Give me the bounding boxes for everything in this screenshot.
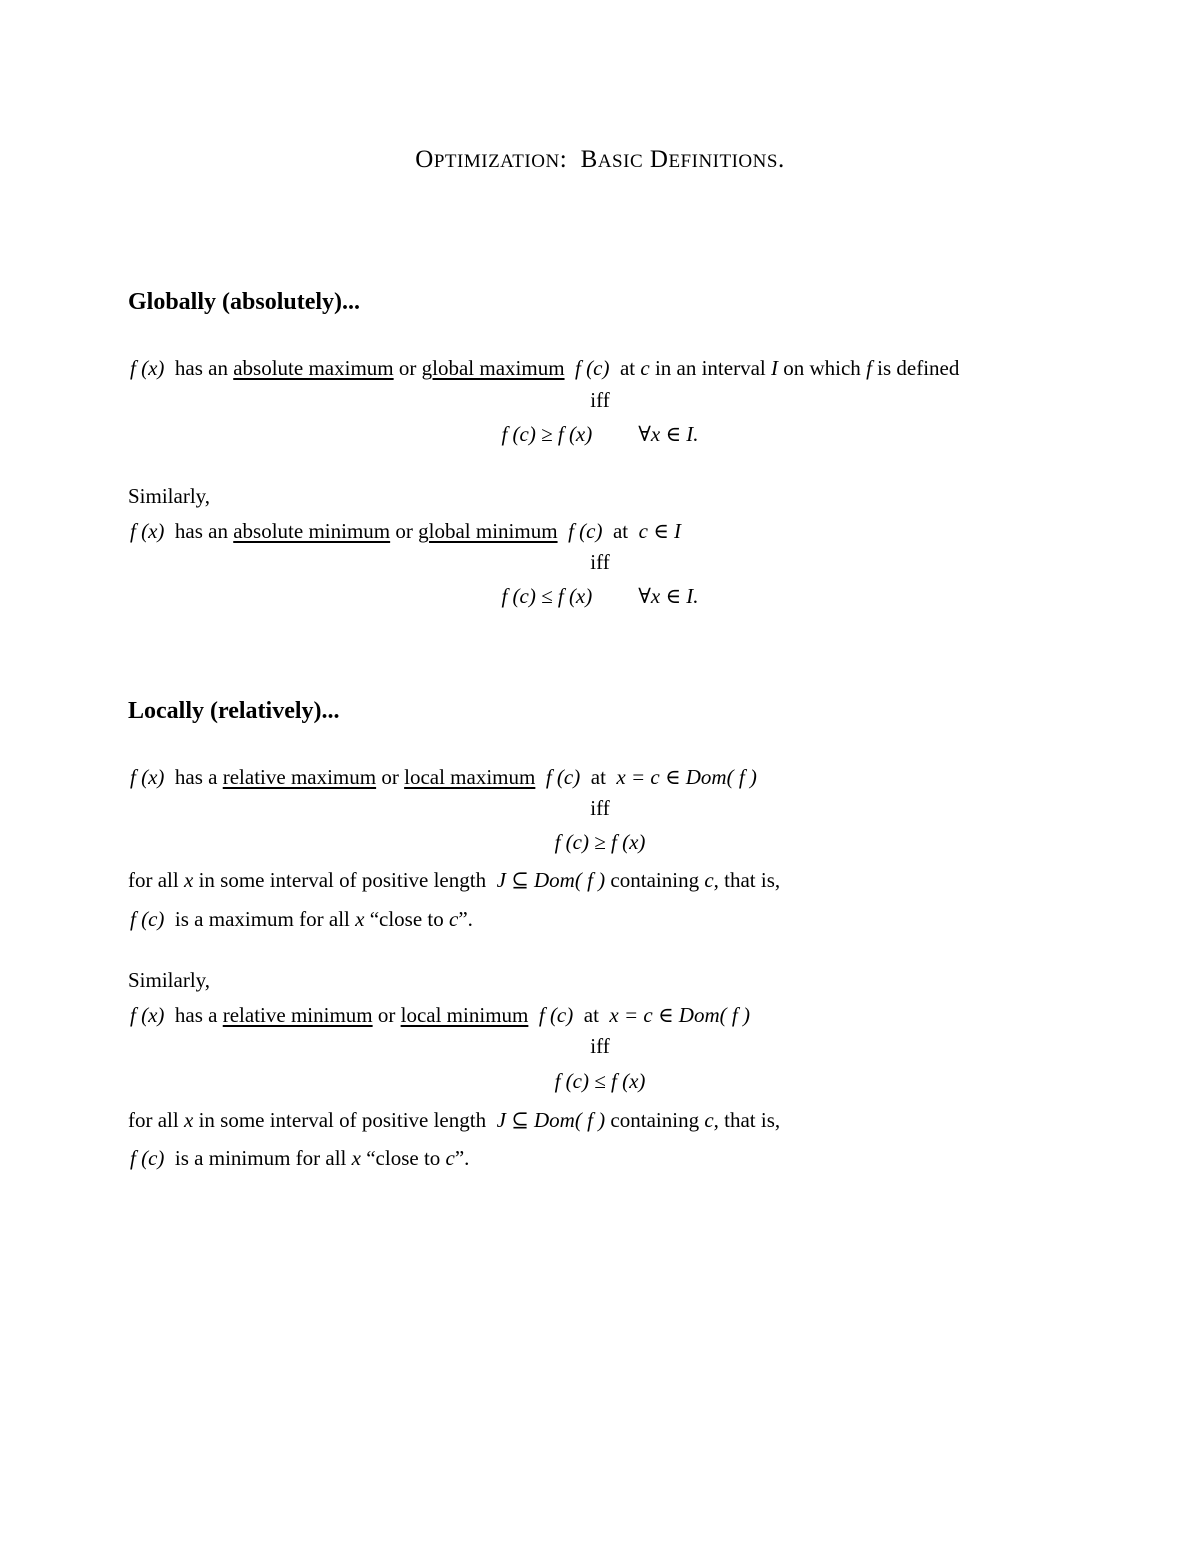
math-inequality: f (c) ≥ f (x) bbox=[501, 422, 593, 446]
text: or bbox=[398, 356, 417, 380]
page-title bbox=[0, 147, 1200, 172]
text: has a bbox=[174, 1003, 218, 1027]
term-absolute-maximum: absolute maximum bbox=[233, 356, 394, 380]
text: or bbox=[395, 519, 413, 543]
math-x: x bbox=[351, 1146, 361, 1170]
text: has an bbox=[174, 519, 228, 543]
text: “close to bbox=[369, 907, 444, 931]
similarly-text: Similarly, bbox=[128, 968, 211, 992]
local-max-condition bbox=[0, 832, 1200, 853]
math-c: c bbox=[449, 907, 459, 931]
term-global-minimum: global minimum bbox=[418, 519, 558, 543]
math-fc: f (c) bbox=[130, 907, 165, 931]
text: is a minimum for all bbox=[174, 1146, 347, 1170]
global-max-definition bbox=[130, 358, 959, 379]
local-min-interval-text bbox=[128, 1110, 780, 1131]
math-quantifier: ∀x ∈ I. bbox=[638, 422, 699, 446]
global-max-condition bbox=[0, 424, 1200, 445]
term-relative-maximum: relative maximum bbox=[222, 765, 377, 789]
math-membership: c ∈ I bbox=[638, 519, 681, 543]
math-fc: f (c) bbox=[545, 765, 581, 789]
title-period: . bbox=[777, 146, 785, 173]
text: has an bbox=[174, 356, 228, 380]
text: is a maximum for all bbox=[174, 907, 350, 931]
text: “close to bbox=[366, 1146, 441, 1170]
text: ”. bbox=[454, 1146, 470, 1170]
iff-text: iff bbox=[590, 796, 610, 820]
title-letter: B bbox=[580, 146, 598, 173]
math-subset: J ⊆ Dom( f ) bbox=[496, 868, 606, 892]
text: is defined bbox=[877, 356, 960, 380]
math-x: x bbox=[183, 868, 194, 892]
term-local-maximum: local maximum bbox=[404, 765, 536, 789]
math-fc: f (c) bbox=[575, 356, 610, 380]
math-fx: f (x) bbox=[130, 356, 165, 380]
math-quantifier: ∀x ∈ I. bbox=[638, 584, 699, 608]
local-max-definition bbox=[130, 767, 757, 788]
title-colon: : bbox=[559, 146, 568, 173]
math-c: c bbox=[704, 1108, 714, 1132]
math-fx: f (x) bbox=[130, 1003, 165, 1027]
global-min-condition bbox=[0, 586, 1200, 607]
local-min-close-text bbox=[130, 1148, 469, 1169]
text: in some interval of positive length bbox=[198, 868, 487, 892]
iff-text: iff bbox=[590, 1034, 610, 1058]
text: or bbox=[377, 1003, 396, 1027]
title-word: EFINITIONS bbox=[668, 151, 778, 172]
math-x: x bbox=[355, 907, 365, 931]
text: at bbox=[619, 356, 636, 380]
text: on which bbox=[783, 356, 861, 380]
math-c: c bbox=[640, 356, 650, 380]
math-subset: J ⊆ Dom( f ) bbox=[496, 1108, 606, 1132]
section-heading-local: Locally (relatively)... bbox=[128, 698, 340, 724]
math-inequality: f (c) ≤ f (x) bbox=[554, 1069, 646, 1093]
text: , that is, bbox=[713, 1108, 781, 1132]
iff-text: iff bbox=[590, 388, 610, 412]
math-f: f bbox=[866, 356, 872, 380]
text: has a bbox=[174, 765, 218, 789]
math-I: I bbox=[770, 356, 778, 380]
iff-text: iff bbox=[590, 550, 610, 574]
title-word: ASIC bbox=[597, 151, 644, 172]
math-fx: f (x) bbox=[130, 519, 165, 543]
text: at bbox=[590, 765, 606, 789]
text: containing bbox=[610, 868, 700, 892]
math-x: x bbox=[183, 1108, 194, 1132]
similarly-text: Similarly, bbox=[128, 484, 211, 508]
math-c: c bbox=[445, 1146, 455, 1170]
math-fx: f (x) bbox=[130, 765, 165, 789]
section-heading-global: Globally (absolutely)... bbox=[128, 289, 361, 315]
local-max-close-text bbox=[130, 909, 473, 930]
title-letter: D bbox=[649, 146, 669, 173]
math-membership: x = c ∈ Dom( f ) bbox=[609, 1003, 750, 1027]
math-inequality: f (c) ≤ f (x) bbox=[501, 584, 593, 608]
math-c: c bbox=[704, 868, 714, 892]
text: for all bbox=[128, 1108, 179, 1132]
text: in some interval of positive length bbox=[198, 1108, 487, 1132]
title-word: PTIMIZATION bbox=[433, 151, 560, 172]
text: ”. bbox=[458, 907, 473, 931]
math-fc: f (c) bbox=[130, 1146, 165, 1170]
text: in an interval bbox=[654, 356, 766, 380]
term-global-maximum: global maximum bbox=[421, 356, 565, 380]
global-min-definition bbox=[130, 521, 681, 542]
term-local-minimum: local minimum bbox=[400, 1003, 529, 1027]
math-fc: f (c) bbox=[568, 519, 603, 543]
math-inequality: f (c) ≥ f (x) bbox=[554, 830, 646, 854]
text: or bbox=[381, 765, 399, 789]
text: at bbox=[583, 1003, 599, 1027]
math-membership: x = c ∈ Dom( f ) bbox=[616, 765, 757, 789]
title-letter: O bbox=[415, 146, 434, 173]
text: at bbox=[612, 519, 629, 543]
term-absolute-minimum: absolute minimum bbox=[233, 519, 391, 543]
text: , that is, bbox=[713, 868, 781, 892]
text: containing bbox=[610, 1108, 700, 1132]
local-max-interval-text bbox=[128, 870, 780, 891]
local-min-definition bbox=[130, 1005, 750, 1026]
local-min-condition bbox=[0, 1071, 1200, 1092]
math-fc: f (c) bbox=[538, 1003, 574, 1027]
text: for all bbox=[128, 868, 179, 892]
term-relative-minimum: relative minimum bbox=[222, 1003, 373, 1027]
